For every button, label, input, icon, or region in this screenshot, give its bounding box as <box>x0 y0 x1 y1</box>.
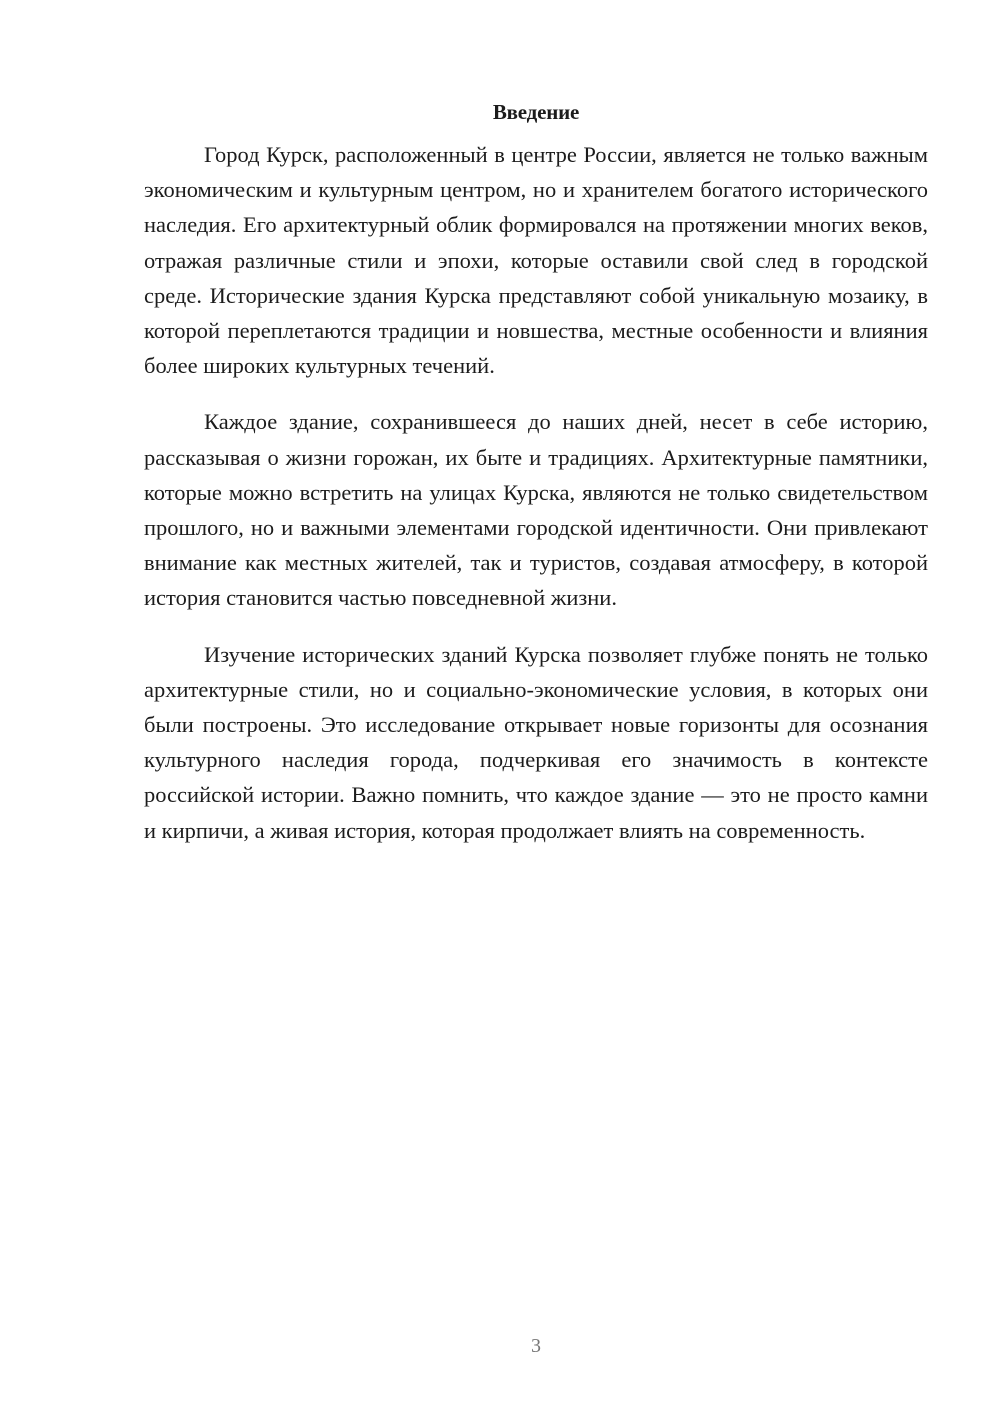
page-number: 3 <box>531 1335 541 1357</box>
paragraph-3: Изучение исторических зданий Курска позволяет глубже понять не только архитектурные стили, но и социально-экономические условия, в которых они были построены. Это исследование открывает новые горизонты для осознания культурного наследия города, подчеркивая его значимость в контексте российской истории. Важно помнить, что каждое здание — это не просто камни и кирпичи, а живая история, которая продолжает влиять на современность. <box>144 641 928 843</box>
paragraph-2: Каждое здание, сохранившееся до наших дней, несет в себе историю, рассказывая о жизни горожан, их быте и традициях. Архитектурные памятники, которые можно встретить на улицах Курска, являются не только свидетельством прошлого, но и важными элементами городской идентичности. Они привлекают внимание как местных жителей, так и туристов, создавая атмосферу, в которой история становится частью повседневной жизни. <box>144 409 928 611</box>
paragraph-1: Город Курск, расположенный в центре России, является не только важным экономическим и культурным центром, но и хранителем богатого исторического наследия. Его архитектурный облик формировался на протяжении многих веков, отражая различные стили и эпохи, которые оставили свой след в городской среде. Исторические здания Курска представляют собой уникальную мозаику, в которой переплетаются традиции и новшества, местные особенности и влияния более широких культурных течений. <box>144 142 928 379</box>
page-body <box>144 97 928 869</box>
section-title: Введение <box>492 100 580 124</box>
